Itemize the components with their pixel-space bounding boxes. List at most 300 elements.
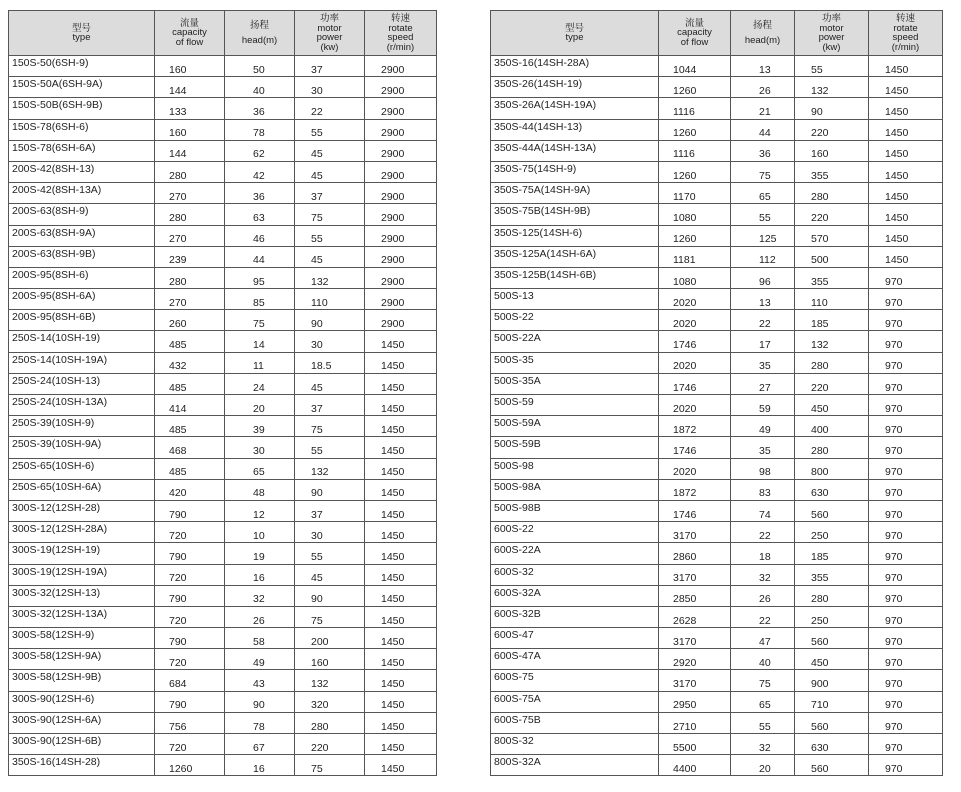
speed-cell: 970 <box>869 458 943 479</box>
table-row <box>491 585 943 606</box>
power-cell: 30 <box>295 331 365 352</box>
model-cell: 300S-32(12SH-13) <box>9 585 155 606</box>
speed-cell: 1450 <box>365 458 437 479</box>
header-speed-unit: (r/min) <box>386 41 415 53</box>
flow-cell: 1116 <box>659 98 731 119</box>
table-row <box>491 500 943 521</box>
table-row <box>491 522 943 543</box>
power-cell: 45 <box>295 246 365 267</box>
flow-cell: 1044 <box>659 56 731 77</box>
speed-cell: 970 <box>869 289 943 310</box>
power-cell: 280 <box>795 437 869 458</box>
power-cell: 355 <box>795 564 869 585</box>
power-cell: 90 <box>295 585 365 606</box>
header-head-en: head(m) <box>241 35 278 46</box>
power-cell: 710 <box>795 691 869 712</box>
speed-cell: 2900 <box>365 98 437 119</box>
flow-cell: 432 <box>155 352 225 373</box>
speed-cell: 2900 <box>365 225 437 246</box>
table-row <box>491 543 943 564</box>
speed-cell: 970 <box>869 373 943 394</box>
header-head <box>225 11 295 56</box>
table-row <box>491 119 943 140</box>
power-cell: 18.5 <box>295 352 365 373</box>
speed-cell: 1450 <box>365 628 437 649</box>
speed-cell: 1450 <box>869 56 943 77</box>
head-cell: 98 <box>731 458 795 479</box>
speed-cell: 1450 <box>869 161 943 182</box>
flow-cell: 414 <box>155 395 225 416</box>
header-flow-en1: capacity <box>677 27 712 39</box>
model-cell: 500S-98 <box>491 458 659 479</box>
model-cell: 500S-59B <box>491 437 659 458</box>
table-row <box>9 140 437 161</box>
speed-cell: 1450 <box>365 691 437 712</box>
power-cell: 55 <box>295 543 365 564</box>
head-cell: 55 <box>731 712 795 733</box>
power-cell: 220 <box>795 119 869 140</box>
head-cell: 30 <box>225 437 295 458</box>
head-cell: 58 <box>225 628 295 649</box>
power-cell: 185 <box>795 310 869 331</box>
header-flow-en1: capacity <box>172 27 207 39</box>
model-cell: 350S-44(14SH-13) <box>491 119 659 140</box>
speed-cell: 970 <box>869 670 943 691</box>
flow-cell: 1080 <box>659 204 731 225</box>
head-cell: 78 <box>225 712 295 733</box>
speed-cell: 1450 <box>869 246 943 267</box>
speed-cell: 970 <box>869 416 943 437</box>
table-row <box>9 564 437 585</box>
table-row <box>9 479 437 500</box>
flow-cell: 2020 <box>659 352 731 373</box>
table-row <box>491 289 943 310</box>
table-row <box>9 395 437 416</box>
model-cell: 300S-12(12SH-28A) <box>9 522 155 543</box>
speed-cell: 2900 <box>365 289 437 310</box>
power-cell: 220 <box>295 734 365 755</box>
table-row <box>9 649 437 670</box>
model-cell: 800S-32 <box>491 734 659 755</box>
table-row <box>9 670 437 691</box>
power-cell: 560 <box>795 500 869 521</box>
head-cell: 22 <box>731 310 795 331</box>
flow-cell: 720 <box>155 606 225 627</box>
header-flow-cn: 流量 <box>684 17 704 29</box>
model-cell: 250S-39(10SH-9A) <box>9 437 155 458</box>
header-power-en2: power <box>818 32 845 43</box>
flow-cell: 133 <box>155 98 225 119</box>
header-model-en: type <box>565 32 584 43</box>
head-cell: 36 <box>731 140 795 161</box>
flow-cell: 280 <box>155 204 225 225</box>
table-row <box>491 183 943 204</box>
power-cell: 220 <box>795 373 869 394</box>
model-cell: 600S-22 <box>491 522 659 543</box>
speed-cell: 2900 <box>365 246 437 267</box>
model-cell: 300S-19(12SH-19) <box>9 543 155 564</box>
head-cell: 10 <box>225 522 295 543</box>
table-row <box>9 267 437 288</box>
model-cell: 500S-13 <box>491 289 659 310</box>
speed-cell: 2900 <box>365 119 437 140</box>
head-cell: 63 <box>225 204 295 225</box>
speed-cell: 970 <box>869 310 943 331</box>
power-cell: 355 <box>795 267 869 288</box>
speed-cell: 970 <box>869 755 943 776</box>
model-cell: 350S-26A(14SH-19A) <box>491 98 659 119</box>
model-cell: 150S-78(6SH-6) <box>9 119 155 140</box>
header-flow <box>659 11 731 56</box>
power-cell: 560 <box>795 755 869 776</box>
head-cell: 65 <box>731 691 795 712</box>
table-row <box>9 183 437 204</box>
table-row <box>9 204 437 225</box>
power-cell: 132 <box>295 670 365 691</box>
head-cell: 13 <box>731 56 795 77</box>
header-speed-cn: 转速 <box>390 13 410 24</box>
header-speed <box>365 11 437 56</box>
head-cell: 24 <box>225 373 295 394</box>
table-row <box>491 691 943 712</box>
header-model-en: type <box>72 32 91 43</box>
flow-cell: 1746 <box>659 437 731 458</box>
table-row <box>491 98 943 119</box>
model-cell: 300S-32(12SH-13A) <box>9 606 155 627</box>
power-cell: 132 <box>295 458 365 479</box>
table-row <box>9 458 437 479</box>
header-power-unit: (kw) <box>320 41 339 53</box>
speed-cell: 1450 <box>869 98 943 119</box>
header-speed <box>869 11 943 56</box>
model-cell: 300S-90(12SH-6) <box>9 691 155 712</box>
head-cell: 32 <box>731 564 795 585</box>
model-cell: 600S-75A <box>491 691 659 712</box>
power-cell: 220 <box>795 204 869 225</box>
flow-cell: 485 <box>155 373 225 394</box>
table-row <box>9 712 437 733</box>
head-cell: 12 <box>225 500 295 521</box>
power-cell: 30 <box>295 522 365 543</box>
table-row <box>491 564 943 585</box>
flow-cell: 1260 <box>659 161 731 182</box>
table-row <box>491 331 943 352</box>
flow-cell: 684 <box>155 670 225 691</box>
model-cell: 500S-59 <box>491 395 659 416</box>
flow-cell: 144 <box>155 140 225 161</box>
model-cell: 150S-50(6SH-9) <box>9 56 155 77</box>
power-cell: 55 <box>295 437 365 458</box>
speed-cell: 970 <box>869 691 943 712</box>
head-cell: 36 <box>225 98 295 119</box>
model-cell: 500S-35 <box>491 352 659 373</box>
header-speed-en1: rotate <box>893 22 918 34</box>
head-cell: 75 <box>731 161 795 182</box>
head-cell: 17 <box>731 331 795 352</box>
header-flow <box>155 11 225 56</box>
pump-spec-table-left <box>8 10 437 776</box>
table-row <box>491 225 943 246</box>
head-cell: 20 <box>225 395 295 416</box>
table-row <box>491 755 943 776</box>
power-cell: 400 <box>795 416 869 437</box>
power-cell: 37 <box>295 56 365 77</box>
speed-cell: 1450 <box>869 140 943 161</box>
model-cell: 150S-50A(6SH-9A) <box>9 77 155 98</box>
power-cell: 280 <box>295 712 365 733</box>
model-cell: 600S-22A <box>491 543 659 564</box>
power-cell: 37 <box>295 395 365 416</box>
power-cell: 37 <box>295 183 365 204</box>
head-cell: 44 <box>731 119 795 140</box>
head-cell: 67 <box>225 734 295 755</box>
table-row <box>9 352 437 373</box>
flow-cell: 260 <box>155 310 225 331</box>
flow-cell: 1181 <box>659 246 731 267</box>
flow-cell: 160 <box>155 119 225 140</box>
power-cell: 800 <box>795 458 869 479</box>
table-header-row <box>491 11 943 56</box>
table-body-right <box>491 56 943 776</box>
speed-cell: 2900 <box>365 310 437 331</box>
model-cell: 500S-22 <box>491 310 659 331</box>
speed-cell: 1450 <box>365 755 437 776</box>
flow-cell: 144 <box>155 77 225 98</box>
head-cell: 36 <box>225 183 295 204</box>
flow-cell: 756 <box>155 712 225 733</box>
head-cell: 65 <box>225 458 295 479</box>
table-row <box>491 373 943 394</box>
head-cell: 32 <box>225 585 295 606</box>
head-cell: 75 <box>225 310 295 331</box>
power-cell: 320 <box>295 691 365 712</box>
table-row <box>9 161 437 182</box>
flow-cell: 790 <box>155 585 225 606</box>
table-row <box>491 437 943 458</box>
model-cell: 350S-26(14SH-19) <box>491 77 659 98</box>
speed-cell: 1450 <box>365 606 437 627</box>
model-cell: 600S-47A <box>491 649 659 670</box>
table-row <box>491 352 943 373</box>
model-cell: 200S-63(8SH-9B) <box>9 246 155 267</box>
header-power-en1: motor <box>819 22 844 34</box>
model-cell: 300S-12(12SH-28) <box>9 500 155 521</box>
head-cell: 83 <box>731 479 795 500</box>
speed-cell: 1450 <box>365 712 437 733</box>
flow-cell: 2710 <box>659 712 731 733</box>
flow-cell: 270 <box>155 289 225 310</box>
power-cell: 75 <box>295 755 365 776</box>
pump-spec-table-right <box>490 10 943 776</box>
header-speed-unit: (r/min) <box>891 41 920 53</box>
power-cell: 630 <box>795 734 869 755</box>
speed-cell: 2900 <box>365 140 437 161</box>
model-cell: 200S-95(8SH-6) <box>9 267 155 288</box>
power-cell: 55 <box>295 119 365 140</box>
model-cell: 200S-63(8SH-9) <box>9 204 155 225</box>
head-cell: 59 <box>731 395 795 416</box>
head-cell: 43 <box>225 670 295 691</box>
flow-cell: 2950 <box>659 691 731 712</box>
model-cell: 250S-24(10SH-13) <box>9 373 155 394</box>
power-cell: 37 <box>295 500 365 521</box>
power-cell: 90 <box>295 310 365 331</box>
model-cell: 200S-95(8SH-6A) <box>9 289 155 310</box>
table-row <box>9 310 437 331</box>
head-cell: 125 <box>731 225 795 246</box>
head-cell: 50 <box>225 56 295 77</box>
table-row <box>491 606 943 627</box>
table-row <box>9 416 437 437</box>
header-power-cn: 功率 <box>319 13 339 24</box>
header-power <box>795 11 869 56</box>
table-row <box>491 140 943 161</box>
table-row <box>491 628 943 649</box>
model-cell: 350S-125(14SH-6) <box>491 225 659 246</box>
model-cell: 350S-75B(14SH-9B) <box>491 204 659 225</box>
speed-cell: 970 <box>869 395 943 416</box>
header-head-en: head(m) <box>744 35 781 46</box>
flow-cell: 420 <box>155 479 225 500</box>
model-cell: 250S-24(10SH-13A) <box>9 395 155 416</box>
header-model <box>9 11 155 56</box>
flow-cell: 1872 <box>659 479 731 500</box>
speed-cell: 1450 <box>365 522 437 543</box>
model-cell: 350S-125B(14SH-6B) <box>491 267 659 288</box>
speed-cell: 2900 <box>365 77 437 98</box>
speed-cell: 1450 <box>365 670 437 691</box>
head-cell: 26 <box>731 77 795 98</box>
header-model-cn: 型号 <box>71 22 91 34</box>
power-cell: 45 <box>295 373 365 394</box>
head-cell: 18 <box>731 543 795 564</box>
flow-cell: 2020 <box>659 395 731 416</box>
header-model-cn: 型号 <box>564 22 584 34</box>
head-cell: 22 <box>731 522 795 543</box>
speed-cell: 1450 <box>365 395 437 416</box>
speed-cell: 970 <box>869 585 943 606</box>
flow-cell: 2020 <box>659 458 731 479</box>
flow-cell: 2628 <box>659 606 731 627</box>
header-head-cn: 扬程 <box>752 19 772 31</box>
head-cell: 32 <box>731 734 795 755</box>
model-cell: 250S-65(10SH-6A) <box>9 479 155 500</box>
model-cell: 600S-47 <box>491 628 659 649</box>
model-cell: 600S-75B <box>491 712 659 733</box>
speed-cell: 1450 <box>365 649 437 670</box>
power-cell: 55 <box>295 225 365 246</box>
table-row <box>9 437 437 458</box>
table-row <box>491 56 943 77</box>
header-head-cn: 扬程 <box>249 19 269 31</box>
speed-cell: 1450 <box>869 204 943 225</box>
power-cell: 132 <box>795 331 869 352</box>
model-cell: 600S-32B <box>491 606 659 627</box>
flow-cell: 720 <box>155 649 225 670</box>
model-cell: 250S-65(10SH-6) <box>9 458 155 479</box>
power-cell: 250 <box>795 606 869 627</box>
head-cell: 85 <box>225 289 295 310</box>
power-cell: 160 <box>295 649 365 670</box>
power-cell: 560 <box>795 712 869 733</box>
speed-cell: 1450 <box>365 500 437 521</box>
head-cell: 78 <box>225 119 295 140</box>
flow-cell: 160 <box>155 56 225 77</box>
flow-cell: 2020 <box>659 289 731 310</box>
flow-cell: 1116 <box>659 140 731 161</box>
head-cell: 39 <box>225 416 295 437</box>
model-cell: 300S-90(12SH-6A) <box>9 712 155 733</box>
head-cell: 75 <box>731 670 795 691</box>
speed-cell: 2900 <box>365 204 437 225</box>
table-row <box>9 373 437 394</box>
flow-cell: 485 <box>155 416 225 437</box>
model-cell: 200S-63(8SH-9A) <box>9 225 155 246</box>
table-row <box>491 161 943 182</box>
speed-cell: 970 <box>869 500 943 521</box>
flow-cell: 1260 <box>155 755 225 776</box>
power-cell: 450 <box>795 395 869 416</box>
flow-cell: 1170 <box>659 183 731 204</box>
speed-cell: 1450 <box>365 585 437 606</box>
power-cell: 570 <box>795 225 869 246</box>
speed-cell: 1450 <box>365 543 437 564</box>
head-cell: 48 <box>225 479 295 500</box>
speed-cell: 1450 <box>365 373 437 394</box>
table-row <box>9 691 437 712</box>
speed-cell: 1450 <box>365 331 437 352</box>
model-cell: 350S-16(14SH-28A) <box>491 56 659 77</box>
speed-cell: 970 <box>869 712 943 733</box>
flow-cell: 720 <box>155 734 225 755</box>
flow-cell: 1746 <box>659 331 731 352</box>
model-cell: 300S-58(12SH-9B) <box>9 670 155 691</box>
flow-cell: 4400 <box>659 755 731 776</box>
head-cell: 44 <box>225 246 295 267</box>
model-cell: 600S-32 <box>491 564 659 585</box>
header-speed-cn: 转速 <box>895 13 915 24</box>
table-body-left <box>9 56 437 776</box>
header-flow-en2: of flow <box>175 36 204 48</box>
flow-cell: 1080 <box>659 267 731 288</box>
model-cell: 200S-42(8SH-13A) <box>9 183 155 204</box>
power-cell: 55 <box>795 56 869 77</box>
power-cell: 160 <box>795 140 869 161</box>
flow-cell: 485 <box>155 458 225 479</box>
flow-cell: 3170 <box>659 628 731 649</box>
head-cell: 74 <box>731 500 795 521</box>
flow-cell: 468 <box>155 437 225 458</box>
model-cell: 600S-75 <box>491 670 659 691</box>
table-row <box>9 56 437 77</box>
power-cell: 30 <box>295 77 365 98</box>
power-cell: 75 <box>295 204 365 225</box>
flow-cell: 790 <box>155 691 225 712</box>
power-cell: 45 <box>295 140 365 161</box>
model-cell: 500S-98A <box>491 479 659 500</box>
flow-cell: 720 <box>155 522 225 543</box>
table-row <box>491 310 943 331</box>
head-cell: 90 <box>225 691 295 712</box>
flow-cell: 2860 <box>659 543 731 564</box>
table-row <box>491 712 943 733</box>
model-cell: 300S-58(12SH-9) <box>9 628 155 649</box>
power-cell: 132 <box>795 77 869 98</box>
power-cell: 45 <box>295 564 365 585</box>
header-head <box>731 11 795 56</box>
flow-cell: 280 <box>155 267 225 288</box>
power-cell: 355 <box>795 161 869 182</box>
